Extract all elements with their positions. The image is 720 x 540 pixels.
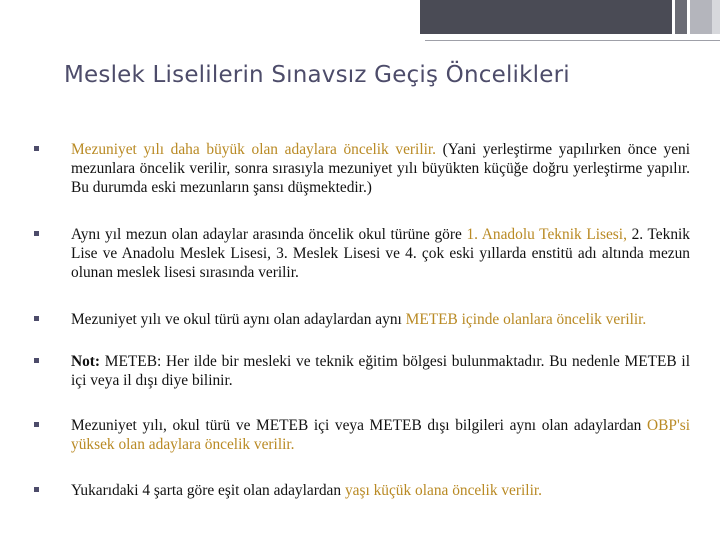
highlight-text: Mezuniyet yılı daha büyük olan adaylara öncelik verilir.: [71, 141, 437, 158]
square-bullet-icon: [34, 422, 39, 427]
header-rule: [425, 40, 720, 41]
body-text: Yukarıdaki 4 şarta göre eşit olan adaylardan: [71, 482, 345, 499]
body-text: 2. Teknik Lise ve Anadolu Meslek Lisesi, 3. Meslek Lisesi ve 4. çok eski yıllarda enstitü adı altında mezun olunan meslek lisesi sırasında verilir.: [71, 226, 691, 281]
list-item: [34, 352, 690, 390]
bullet-text: [71, 481, 690, 500]
bullet-text: [71, 310, 690, 329]
bullet-text: [71, 352, 690, 390]
list-item: [34, 310, 690, 329]
corner-decoration: [420, 0, 720, 34]
list-item: [34, 140, 690, 197]
list-item: [34, 416, 690, 454]
square-bullet-icon: [34, 146, 39, 151]
square-bullet-icon: [34, 316, 39, 321]
body-text: Mezuniyet yılı ve okul türü aynı olan adaylardan aynı: [71, 311, 406, 328]
square-bullet-icon: [34, 358, 39, 363]
highlight-text: 1. Anadolu Teknik Lisesi,: [466, 226, 627, 243]
highlight-text: yaşı küçük olana öncelik verilir.: [344, 482, 542, 499]
body-text: Mezuniyet yılı, okul türü ve METEB içi veya METEB dışı bilgileri aynı olan adaylardan: [71, 417, 648, 434]
list-item: [34, 225, 690, 282]
body-text: METEB: Her ilde bir mesleki ve teknik eğitim bölgesi bulunmaktadır. Bu nedenle METEB il içi veya il dışı diye bilinir.: [71, 353, 690, 389]
square-bullet-icon: [34, 487, 39, 492]
highlight-text: OBP'si yüksek olan adaylara öncelik verilir.: [71, 417, 690, 453]
highlight-text: METEB içinde olanlara öncelik verilir.: [405, 311, 647, 328]
body-text: (Yani yerleştirme yapılırken önce yeni mezunlara öncelik verilir, sonra sırasıyla mezuniyet yılı büyükten küçüğe doğru yerleştirme yapılır. Bu durumda eski mezunların şansı düşmektedir.): [71, 141, 690, 196]
bullet-text: [71, 416, 690, 454]
list-item: [34, 481, 690, 500]
bullet-text: [71, 140, 690, 197]
slide-title: Meslek Liselilerin Sınavsız Geçiş Öncelikleri: [64, 62, 570, 88]
body-text: Aynı yıl mezun olan adaylar arasında öncelik okul türüne göre: [71, 226, 467, 243]
note-label: Not:: [71, 353, 101, 370]
bullet-text: [71, 225, 690, 282]
square-bullet-icon: [34, 231, 39, 236]
